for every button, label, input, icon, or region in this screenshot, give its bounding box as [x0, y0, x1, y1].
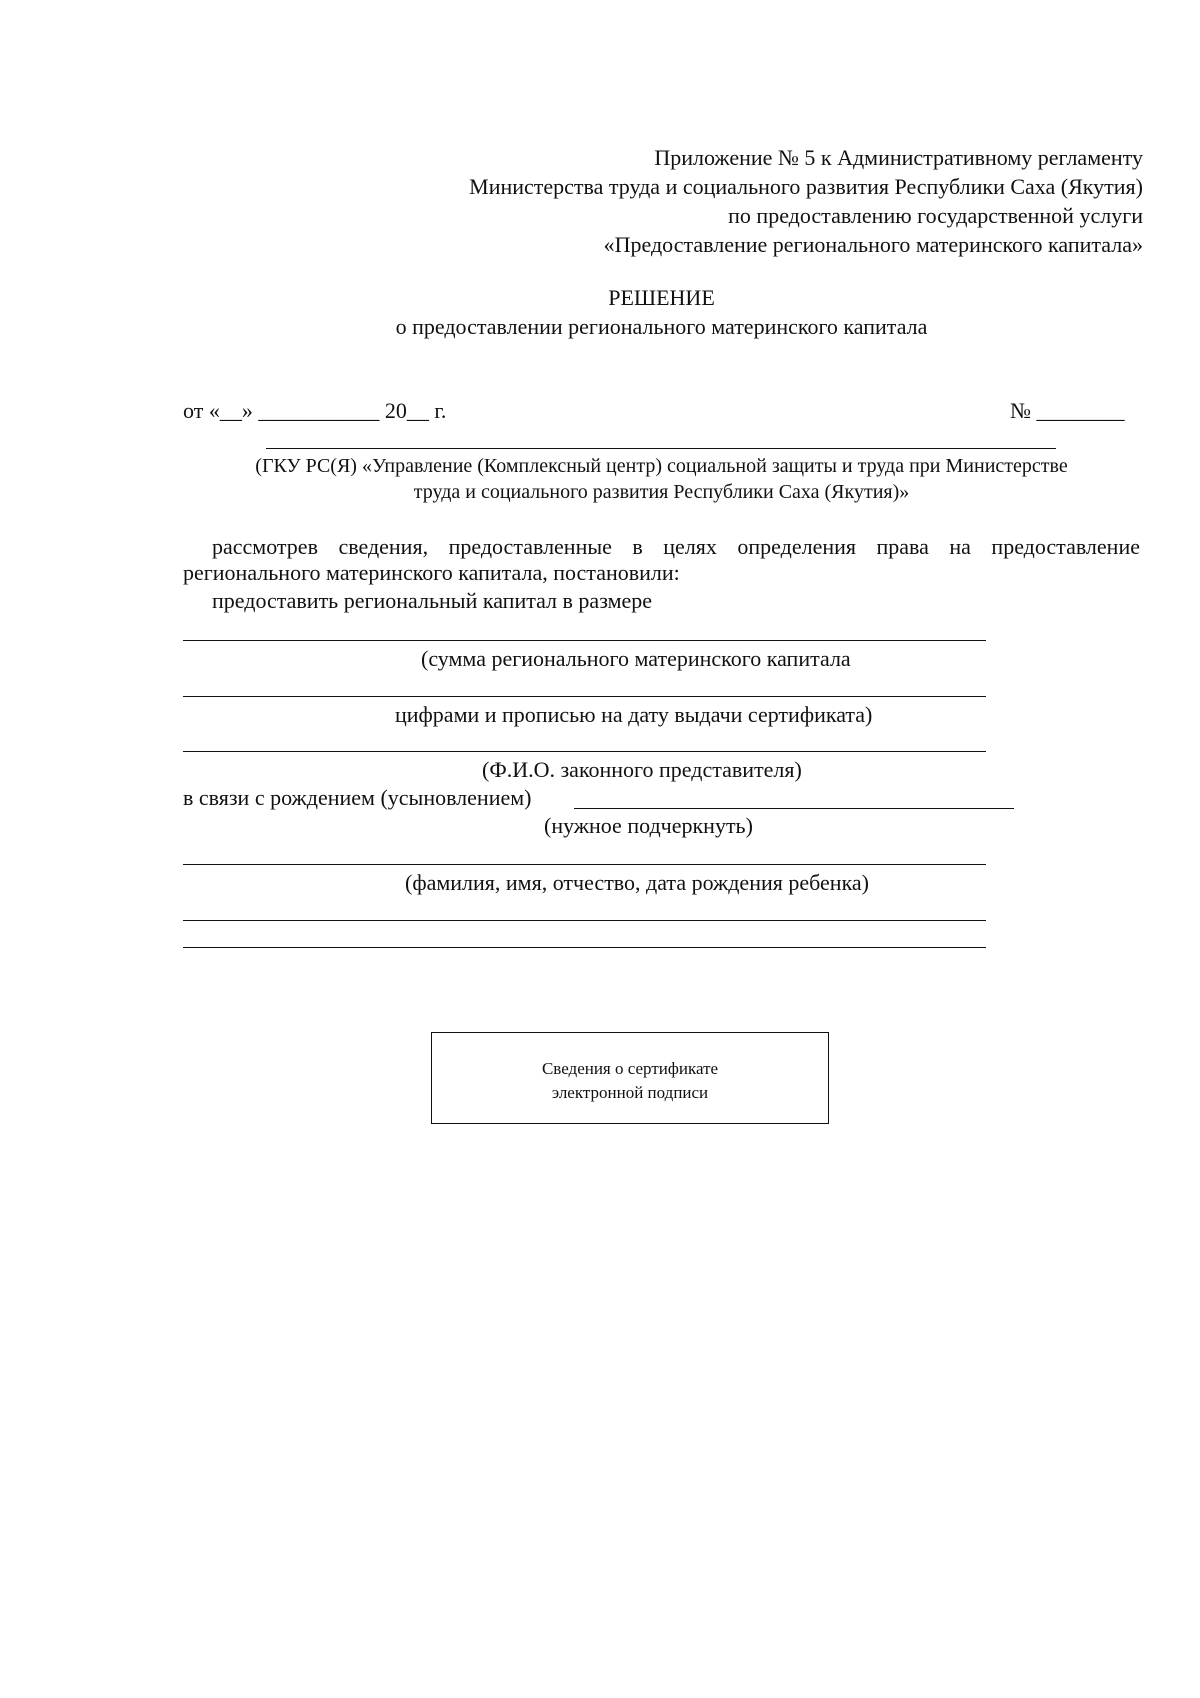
- document-subtitle: о предоставлении регионального материнского капитала: [395, 314, 928, 339]
- organization-caption-line-1: (ГКУ РС(Я) «Управление (Комплексный центр) социальной защиты и труда при Министерстве: [255, 455, 1068, 477]
- electronic-signature-box: [431, 1032, 829, 1124]
- appendix-line-2: Министерства труда и социального развития Республики Саха (Якутия): [469, 174, 1143, 199]
- body-paragraph-1-line-1: рассмотрев сведения, предоставленные в целях определения права на предоставление: [212, 534, 1140, 559]
- representative-caption: (Ф.И.О. законного представителя): [482, 757, 802, 782]
- document-title: РЕШЕНИЕ: [608, 285, 715, 310]
- child-caption: (фамилия, имя, отчество, дата рождения ребенка): [405, 870, 870, 895]
- amount-caption-2: цифрами и прописью на дату выдачи сертификата): [395, 702, 873, 727]
- body-paragraph-2: предоставить региональный капитал в размере: [212, 588, 653, 613]
- amount-blank-line-2: [183, 696, 986, 697]
- extra-blank-line-1: [183, 920, 986, 921]
- date-field: от «__» ___________ 20__ г.: [183, 398, 447, 423]
- representative-blank-line: [183, 751, 986, 752]
- amount-blank-line-1: [183, 640, 986, 641]
- signature-box-line-2: электронной подписи: [551, 1083, 709, 1102]
- appendix-line-3: по предоставлению государственной услуги: [728, 203, 1143, 228]
- appendix-line-4: «Предоставление регионального материнского капитала»: [603, 232, 1143, 257]
- body-paragraph-1-line-2: регионального материнского капитала, постановили:: [183, 560, 680, 585]
- underline-hint: (нужное подчеркнуть): [544, 813, 753, 838]
- appendix-line-1: Приложение № 5 к Административному регламенту: [654, 145, 1143, 170]
- extra-blank-line-2: [183, 947, 986, 948]
- number-field: № ________: [1010, 398, 1125, 423]
- birth-label: в связи с рождением (усыновлением): [183, 785, 532, 810]
- signature-box-line-1: Сведения о сертификате: [541, 1059, 719, 1078]
- amount-caption-1: (сумма регионального материнского капитала: [421, 646, 851, 671]
- child-blank-line: [183, 864, 986, 865]
- organization-caption-line-2: труда и социального развития Республики Саха (Якутия)»: [413, 481, 910, 503]
- birth-blank-line: [574, 808, 1014, 809]
- organization-blank-line: [266, 448, 1056, 449]
